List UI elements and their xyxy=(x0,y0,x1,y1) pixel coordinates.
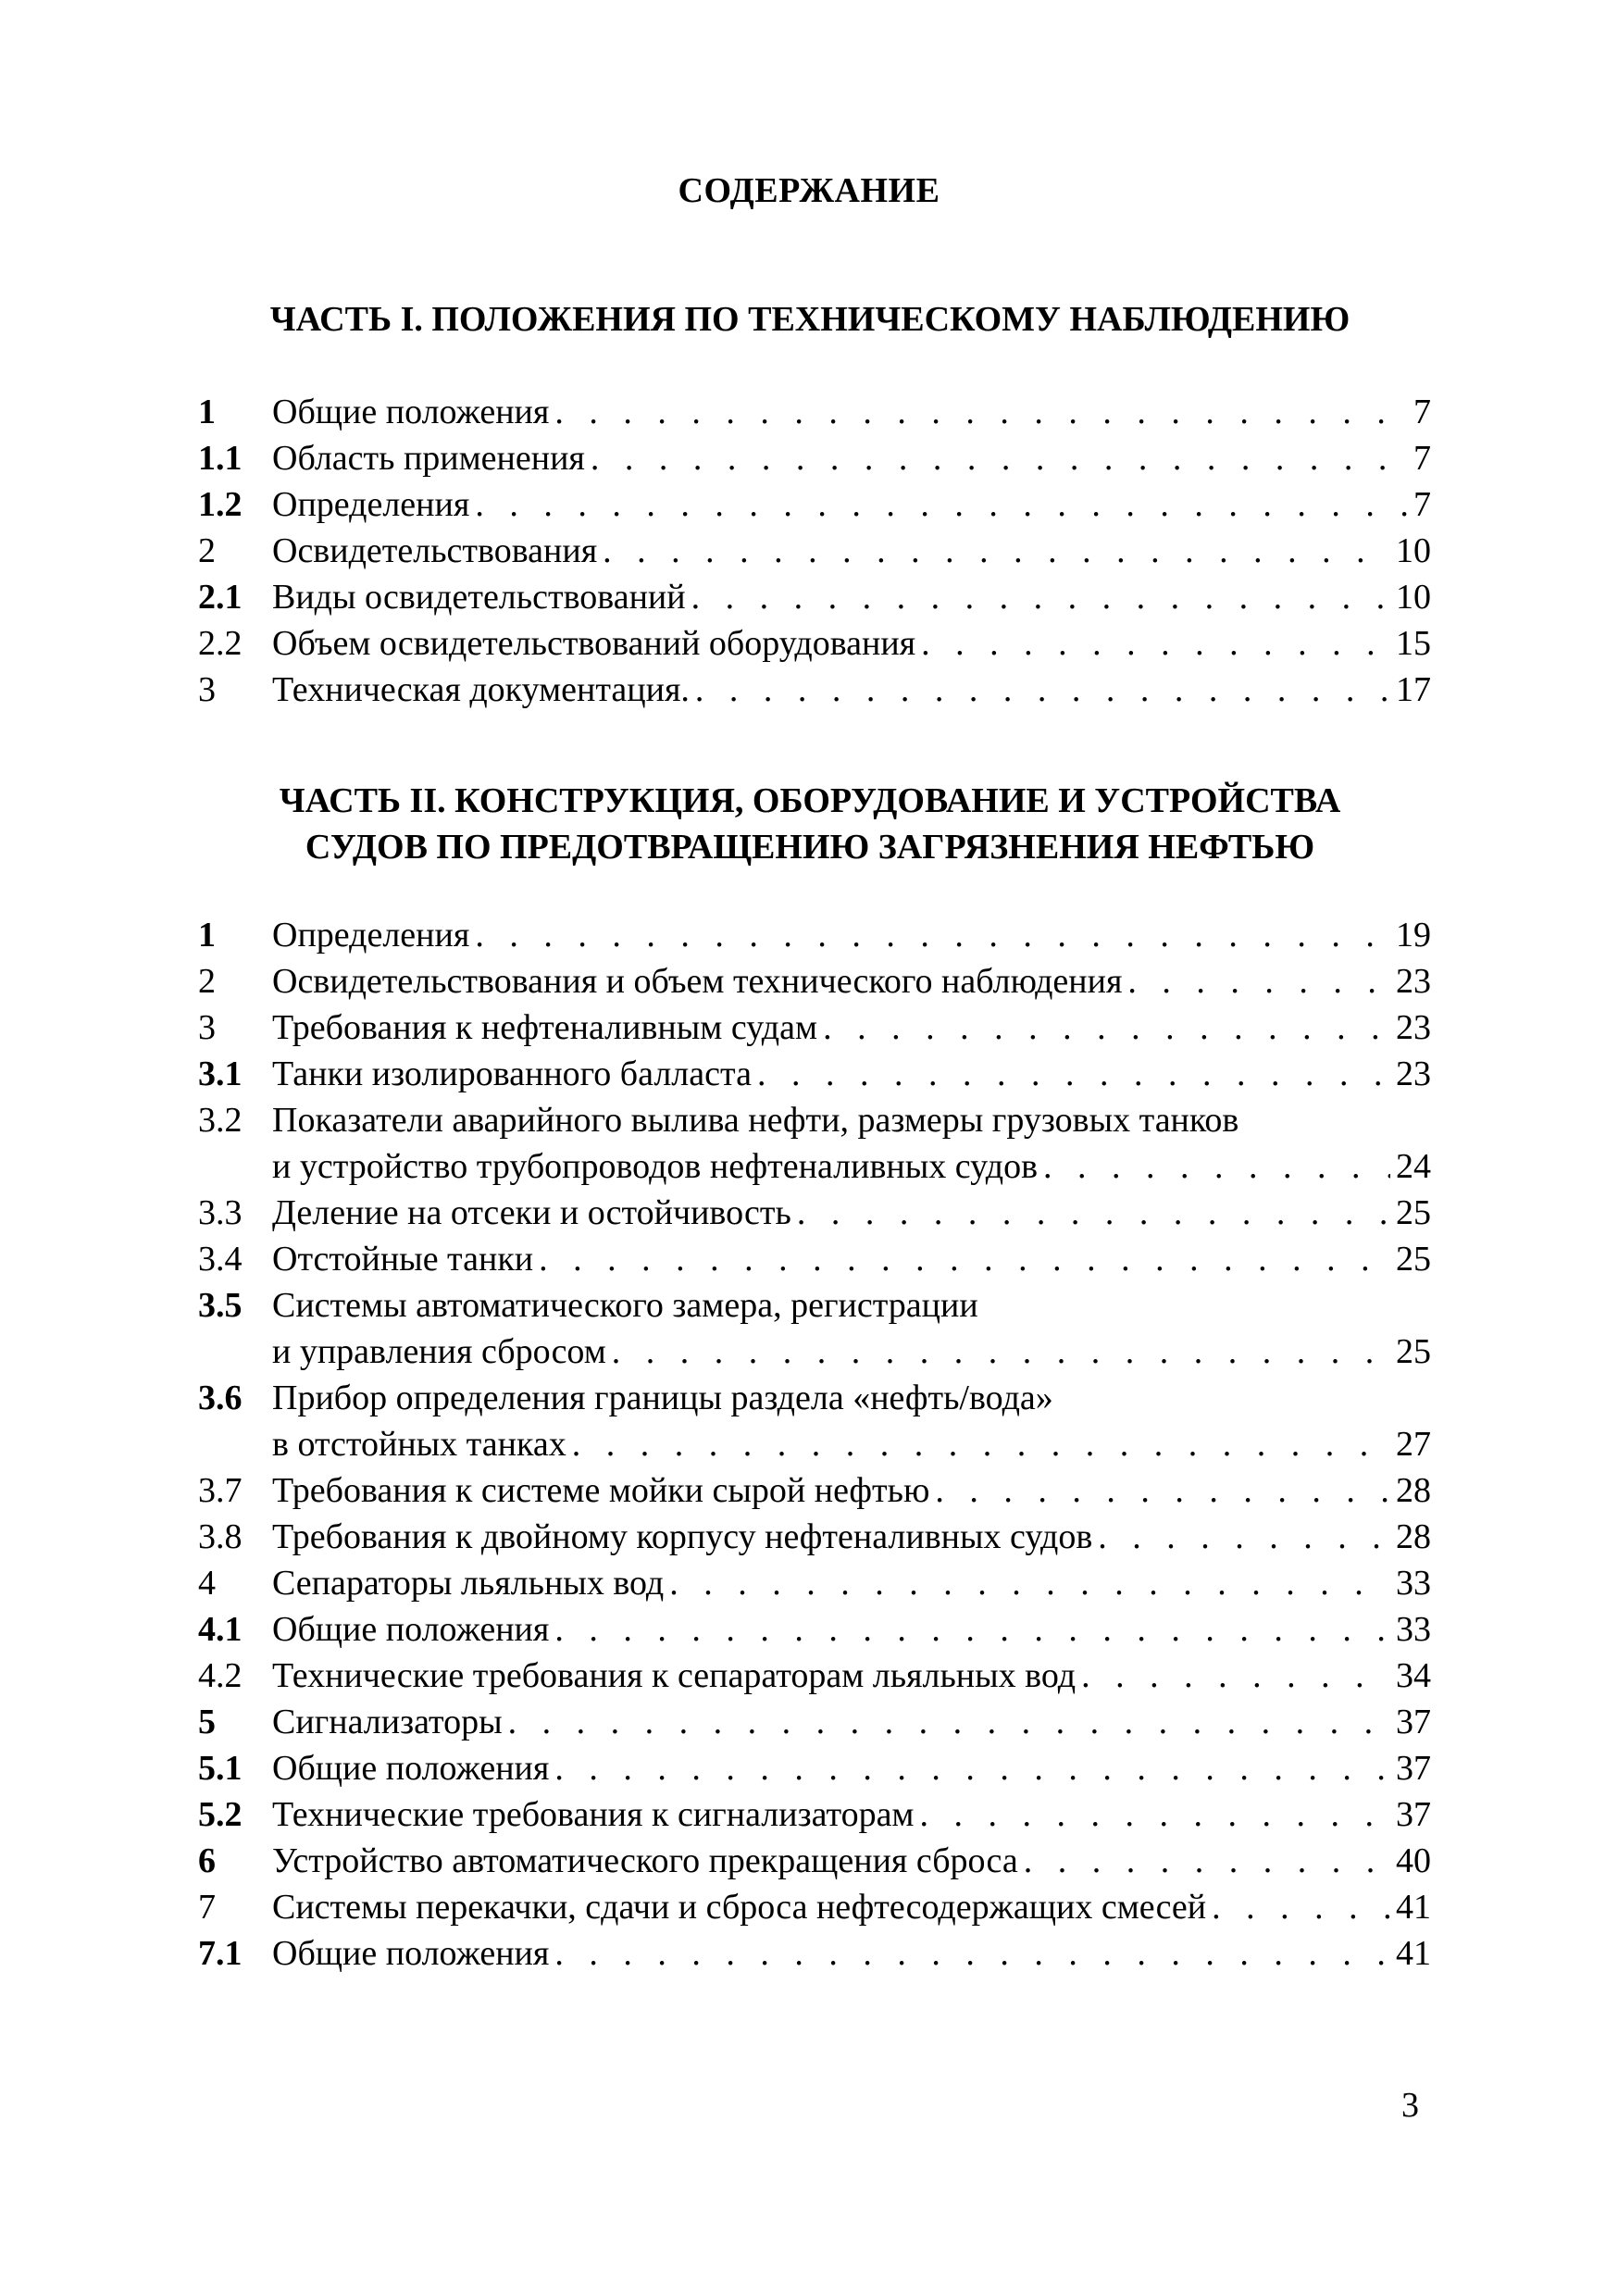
toc-entry[interactable] xyxy=(198,1051,1431,1097)
toc-entry-number: 1 xyxy=(198,916,216,955)
dot-leader xyxy=(797,1190,1390,1236)
toc-entry-page: 41 xyxy=(1396,1934,1431,1973)
dot-leader xyxy=(591,435,1408,481)
toc-entry[interactable] xyxy=(198,389,1431,435)
toc-entry-number: 5.1 xyxy=(198,1749,243,1788)
toc-entry-title: Сигнализаторы xyxy=(272,1703,503,1741)
dot-leader xyxy=(554,1930,1390,1977)
toc-entry[interactable] xyxy=(198,1699,1431,1745)
dot-leader xyxy=(475,912,1390,958)
dot-leader xyxy=(554,1606,1390,1653)
toc-entry[interactable] xyxy=(198,1930,1431,1977)
toc-entry-page: 41 xyxy=(1396,1888,1431,1927)
part1-heading: ЧАСТЬ I. ПОЛОЖЕНИЯ ПО ТЕХНИЧЕСКОМУ НАБЛЮДЕНИЮ xyxy=(269,300,1350,339)
toc-part2 xyxy=(198,912,1431,1977)
toc-entry-number: 5 xyxy=(198,1703,216,1741)
toc-entry[interactable] xyxy=(198,1745,1431,1791)
toc-entry[interactable] xyxy=(198,1560,1431,1606)
dot-leader xyxy=(695,667,1390,713)
toc-entry-page: 7 xyxy=(1413,439,1431,478)
toc-entry[interactable] xyxy=(198,1097,1431,1190)
toc-entry-number: 3 xyxy=(198,1008,216,1047)
toc-entry-page: 23 xyxy=(1396,962,1431,1001)
toc-entry-number: 3.1 xyxy=(198,1054,243,1093)
dot-leader xyxy=(757,1051,1390,1097)
toc-entry-title: Освидетельствования xyxy=(272,531,598,570)
toc-entry-number: 6 xyxy=(198,1841,216,1880)
dot-leader xyxy=(1024,1838,1390,1884)
part2-heading-line2: СУДОВ ПО ПРЕДОТВРАЩЕНИЮ ЗАГРЯЗНЕНИЯ НЕФТЬЮ xyxy=(305,828,1315,867)
part2-heading xyxy=(185,778,1435,870)
toc-entry-title-line1: Системы автоматического замера, регистрации xyxy=(272,1286,978,1325)
toc-entry-title: Определения xyxy=(272,916,470,955)
dot-leader xyxy=(921,620,1390,667)
dot-leader xyxy=(1081,1653,1390,1699)
dot-leader xyxy=(612,1329,1390,1375)
toc-entry-page: 27 xyxy=(1396,1425,1431,1464)
toc-entry[interactable] xyxy=(198,1514,1431,1560)
toc-entry[interactable] xyxy=(198,1282,1431,1375)
dot-leader xyxy=(1127,958,1390,1004)
dot-leader xyxy=(603,528,1390,574)
toc-entry-number: 1.2 xyxy=(198,485,243,524)
toc-entry-title: Общие положения xyxy=(272,1749,550,1788)
toc-entry-page: 25 xyxy=(1396,1240,1431,1279)
toc-entry[interactable] xyxy=(198,1004,1431,1051)
toc-entry-number: 7.1 xyxy=(198,1934,243,1973)
toc-entry[interactable] xyxy=(198,481,1431,528)
dot-leader xyxy=(1043,1143,1390,1190)
toc-entry-page: 25 xyxy=(1396,1193,1431,1232)
toc-entry-page: 10 xyxy=(1396,578,1431,617)
toc-entry-page: 40 xyxy=(1396,1841,1431,1880)
toc-entry-number: 1.1 xyxy=(198,439,243,478)
dot-leader xyxy=(539,1236,1390,1282)
toc-entry-number: 2.1 xyxy=(198,578,243,617)
toc-entry[interactable] xyxy=(198,1884,1431,1930)
toc-entry-page: 34 xyxy=(1396,1656,1431,1695)
toc-entry-number: 2.2 xyxy=(198,624,243,663)
toc-entry-title: Требования к двойному корпусу нефтеналивных судов xyxy=(272,1517,1093,1556)
toc-entry[interactable] xyxy=(198,1606,1431,1653)
toc-entry-page: 23 xyxy=(1396,1008,1431,1047)
toc-entry-page: 7 xyxy=(1413,485,1431,524)
toc-entry-title: Технические требования к сигнализаторам xyxy=(272,1795,915,1834)
dot-leader xyxy=(935,1467,1390,1514)
toc-entry-number: 3.7 xyxy=(198,1471,243,1510)
toc-entry[interactable] xyxy=(198,1791,1431,1838)
toc-entry[interactable] xyxy=(198,958,1431,1004)
toc-entry-page: 37 xyxy=(1396,1749,1431,1788)
toc-entry[interactable] xyxy=(198,1236,1431,1282)
toc-entry-page: 37 xyxy=(1396,1795,1431,1834)
toc-entry-title-line1: Прибор определения границы раздела «нефть/вода» xyxy=(272,1379,1053,1417)
toc-entry-number: 3.3 xyxy=(198,1193,243,1232)
dot-leader xyxy=(475,481,1408,528)
toc-entry[interactable] xyxy=(198,435,1431,481)
toc-entry-title-line2: в отстойных танках xyxy=(272,1425,566,1464)
toc-entry-title: Освидетельствования и объем технического наблюдения xyxy=(272,962,1123,1001)
toc-entry-title: Системы перекачки, сдачи и сброса нефтесодержащих смесей xyxy=(272,1888,1207,1927)
toc-entry-page: 24 xyxy=(1396,1147,1431,1186)
contents-title: СОДЕРЖАНИЕ xyxy=(678,171,940,210)
dot-leader xyxy=(554,1745,1390,1791)
toc-entry-page: 33 xyxy=(1396,1564,1431,1603)
toc-entry-page: 28 xyxy=(1396,1517,1431,1556)
toc-entry-number: 3.2 xyxy=(198,1101,243,1140)
toc-entry-title-line1: Показатели аварийного вылива нефти, размеры грузовых танков xyxy=(272,1101,1239,1140)
toc-entry[interactable] xyxy=(198,528,1431,574)
toc-entry-number: 3.8 xyxy=(198,1517,243,1556)
dot-leader xyxy=(823,1004,1390,1051)
toc-entry-number: 1 xyxy=(198,393,216,431)
toc-entry-page: 10 xyxy=(1396,531,1431,570)
toc-entry-number: 7 xyxy=(198,1888,216,1927)
toc-entry-page: 15 xyxy=(1396,624,1431,663)
toc-entry-page: 25 xyxy=(1396,1332,1431,1371)
toc-entry[interactable] xyxy=(198,620,1431,667)
part2-heading-line1: ЧАСТЬ II. КОНСТРУКЦИЯ, ОБОРУДОВАНИЕ И УСТРОЙСТВА xyxy=(279,781,1341,820)
toc-entry-title: Техническая документация. xyxy=(272,670,690,709)
toc-entry-page: 7 xyxy=(1413,393,1431,431)
toc-entry[interactable] xyxy=(198,1838,1431,1884)
toc-entry-page: 28 xyxy=(1396,1471,1431,1510)
toc-entry-title: Требования к нефтеналивным судам xyxy=(272,1008,818,1047)
toc-entry-number: 4.1 xyxy=(198,1610,243,1649)
toc-entry[interactable] xyxy=(198,667,1431,713)
toc-entry-title: Определения xyxy=(272,485,470,524)
toc-entry-title: Танки изолированного балласта xyxy=(272,1054,752,1093)
dot-leader xyxy=(1098,1514,1390,1560)
dot-leader xyxy=(1212,1884,1390,1930)
dot-leader xyxy=(691,574,1390,620)
toc-entry-number: 3.4 xyxy=(198,1240,243,1279)
page-number: 3 xyxy=(1401,2086,1419,2125)
toc-entry-title: Общие положения xyxy=(272,1934,550,1973)
toc-entry-title-line2: и устройство трубопроводов нефтеналивных судов xyxy=(272,1147,1039,1186)
toc-entry-number: 2 xyxy=(198,531,216,570)
dot-leader xyxy=(572,1421,1390,1467)
dot-leader xyxy=(554,389,1408,435)
toc-entry-title: Объем освидетельствований оборудования xyxy=(272,624,916,663)
toc-entry-number: 2 xyxy=(198,962,216,1001)
toc-entry-number: 3.5 xyxy=(198,1286,243,1325)
toc-entry-title: Отстойные танки xyxy=(272,1240,534,1279)
toc-entry[interactable] xyxy=(198,1653,1431,1699)
toc-entry[interactable] xyxy=(198,1190,1431,1236)
toc-entry-title: Область применения xyxy=(272,439,585,478)
toc-entry-title: Общие положения xyxy=(272,1610,550,1649)
toc-entry-page: 23 xyxy=(1396,1054,1431,1093)
toc-entry-title: Деление на отсеки и остойчивость xyxy=(272,1193,791,1232)
dot-leader xyxy=(919,1791,1390,1838)
toc-entry-page: 17 xyxy=(1396,670,1431,709)
toc-entry[interactable] xyxy=(198,1467,1431,1514)
toc-entry[interactable] xyxy=(198,574,1431,620)
toc-entry-title: Устройство автоматического прекращения сброса xyxy=(272,1841,1018,1880)
dot-leader xyxy=(669,1560,1390,1606)
toc-entry[interactable] xyxy=(198,912,1431,958)
toc-entry-title: Требования к системе мойки сырой нефтью xyxy=(272,1471,930,1510)
toc-entry-title: Виды освидетельствований xyxy=(272,578,686,617)
toc-entry-title: Сепараторы льяльных вод xyxy=(272,1564,665,1603)
dot-leader xyxy=(508,1699,1390,1745)
toc-entry-title-line2: и управления сбросом xyxy=(272,1332,606,1371)
toc-entry-title: Общие положения xyxy=(272,393,550,431)
toc-entry-number: 4.2 xyxy=(198,1656,243,1695)
toc-entry-page: 19 xyxy=(1396,916,1431,955)
toc-entry-page: 37 xyxy=(1396,1703,1431,1741)
toc-entry-number: 5.2 xyxy=(198,1795,243,1834)
toc-entry-number: 3 xyxy=(198,670,216,709)
toc-entry-page: 33 xyxy=(1396,1610,1431,1649)
toc-entry-number: 3.6 xyxy=(198,1379,243,1417)
toc-entry[interactable] xyxy=(198,1375,1431,1467)
toc-part1 xyxy=(198,389,1431,713)
toc-entry-title: Технические требования к сепараторам льяльных вод xyxy=(272,1656,1077,1695)
toc-entry-number: 4 xyxy=(198,1564,216,1603)
